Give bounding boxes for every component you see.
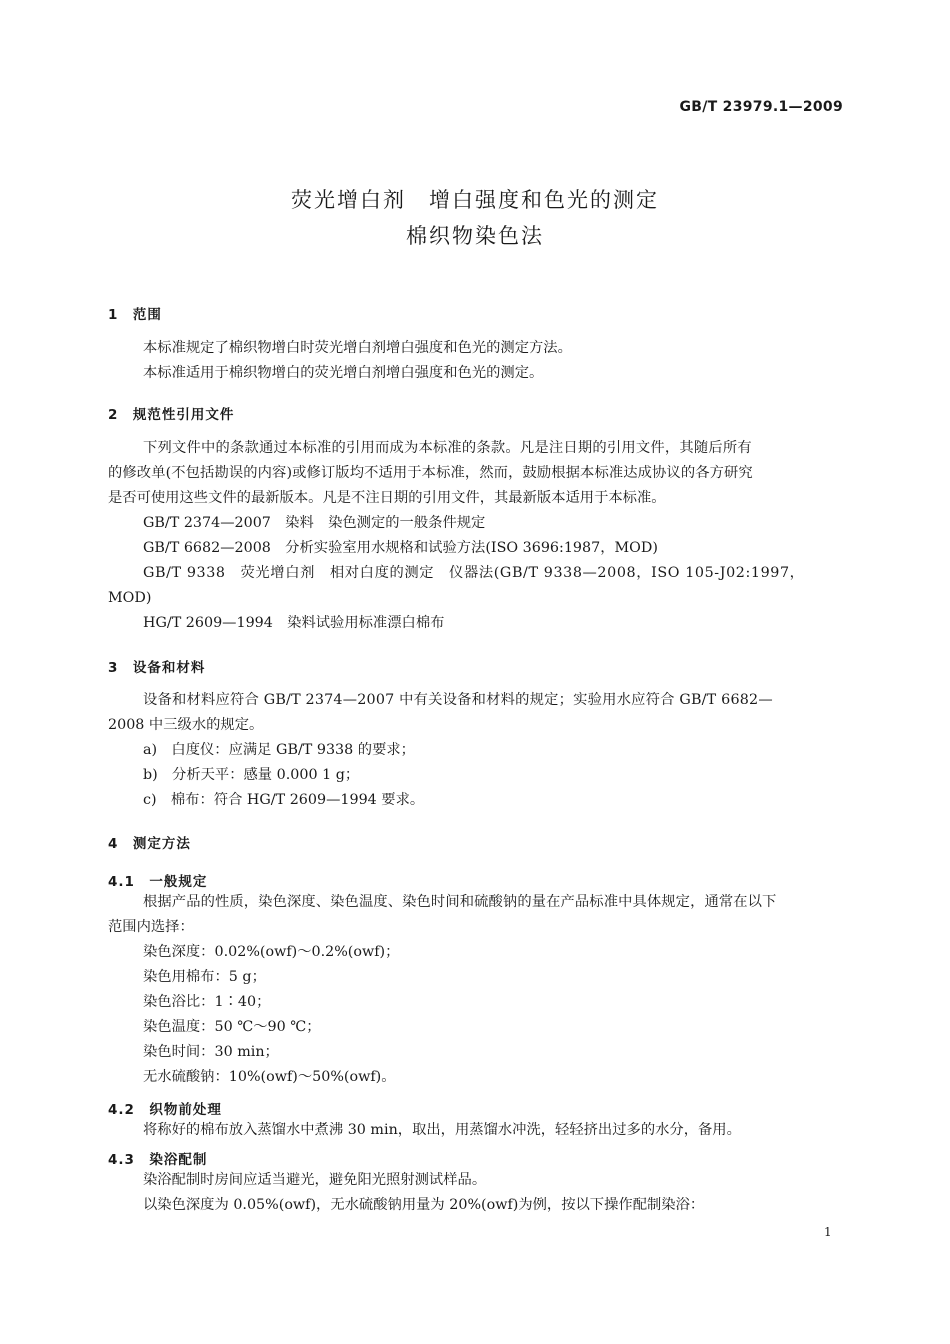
standard-number: GB/T 23979.1—2009 <box>679 99 843 115</box>
list-item: 无水硫酸钠：10%(owf)～50%(owf)。 <box>143 1069 396 1085</box>
paragraph-line: 染浴配制时房间应适当避光，避免阳光照射测试样品。 <box>143 1172 487 1188</box>
subsection-heading-pretreatment: 4.2 织物前处理 <box>108 1102 222 1118</box>
section-heading-equipment: 3 设备和材料 <box>108 660 206 676</box>
list-item: b) 分析天平：感量 0.000 1 g； <box>143 767 360 783</box>
section-heading-normative-references: 2 规范性引用文件 <box>108 407 235 423</box>
paragraph-line: 以染色深度为 0.05%(owf)，无水硫酸钠用量为 20%(owf)为例，按以下操作配制染浴： <box>143 1197 705 1213</box>
list-item: 染色温度：50 ℃～90 ℃； <box>143 1019 321 1035</box>
paragraph-line: 2008 中三级水的规定。 <box>108 717 264 733</box>
paragraph-line: 范围内选择： <box>108 919 194 935</box>
document-subtitle: 棉织物染色法 <box>406 224 544 248</box>
list-item: 染色深度：0.02%(owf)～0.2%(owf)； <box>143 944 400 960</box>
paragraph-line: 下列文件中的条款通过本标准的引用而成为本标准的条款。凡是注日期的引用文件，其随后所有 <box>143 440 752 456</box>
paragraph-line: 是否可使用这些文件的最新版本。凡是不注日期的引用文件，其最新版本适用于本标准。 <box>108 490 666 506</box>
paragraph-line: 设备和材料应符合 GB/T 2374—2007 中有关设备和材料的规定；实验用水应符合 GB/T 6682— <box>143 692 773 708</box>
list-item: 染色用棉布：5 g； <box>143 969 266 985</box>
reference-item: GB/T 9338 荧光增白剂 相对白度的测定 仪器法(GB/T 9338—2008，ISO 105-J02:1997， <box>143 565 805 581</box>
paragraph-line: 本标准规定了棉织物增白时荧光增白剂增白强度和色光的测定方法。 <box>143 340 572 356</box>
list-item: 染色浴比：1∶40； <box>143 994 271 1010</box>
paragraph-line: 的修改单(不包括勘误的内容)或修订版均不适用于本标准，然而，鼓励根据本标准达成协议的各方研究 <box>108 465 753 481</box>
reference-item: HG/T 2609—1994 染料试验用标准漂白棉布 <box>143 615 445 631</box>
list-item: a) 白度仪：应满足 GB/T 9338 的要求； <box>143 742 415 758</box>
paragraph-line: 根据产品的性质，染色深度、染色温度、染色时间和硫酸钠的量在产品标准中具体规定，通常在以下 <box>143 894 777 910</box>
reference-item: GB/T 2374—2007 染料 染色测定的一般条件规定 <box>143 515 486 531</box>
section-heading-scope: 1 范围 <box>108 307 162 323</box>
paragraph-line: 本标准适用于棉织物增白的荧光增白剂增白强度和色光的测定。 <box>143 365 544 381</box>
reference-item-continued: MOD) <box>108 590 152 606</box>
page-number: 1 <box>824 1225 832 1239</box>
list-item: c) 棉布：符合 HG/T 2609—1994 要求。 <box>143 792 425 808</box>
subsection-heading-dyebath: 4.3 染浴配制 <box>108 1152 208 1168</box>
document-title: 荧光增白剂 增白强度和色光的测定 <box>291 188 659 212</box>
paragraph-line: 将称好的棉布放入蒸馏水中煮沸 30 min，取出，用蒸馏水冲洗，轻轻挤出过多的水分，备用。 <box>143 1122 741 1138</box>
list-item: 染色时间：30 min； <box>143 1044 279 1060</box>
section-heading-method: 4 测定方法 <box>108 836 191 852</box>
reference-item: GB/T 6682—2008 分析实验室用水规格和试验方法(ISO 3696:1987，MOD) <box>143 540 658 556</box>
subsection-heading-general: 4.1 一般规定 <box>108 874 208 890</box>
